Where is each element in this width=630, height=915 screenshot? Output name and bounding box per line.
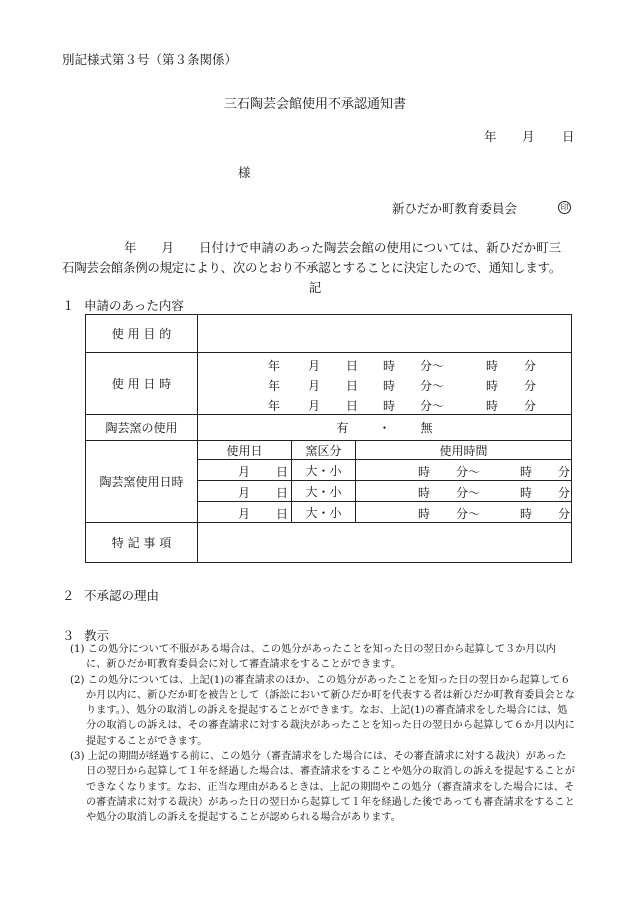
note-item: (3) 上記の期間が経過する前に、この処分（審査請求をした場合には、その審査請求に対する裁決）があった日の翌日から起算して１年を経過した場合は、審査請求をすることや処分の取消しの訴えを提起することができなくなります。なお、正当な理由があるときは、上記の期間やこの処分（審査請求をした場合には、その審査請求に対する裁決）があった日の翌日から起算して１年を経過した後であっても審査請求をすることや処分の取消しの訴えを提起することが認められる場合があります。 [70, 751, 575, 824]
section-1-heading [62, 296, 184, 314]
date-year-label: 年 [484, 129, 497, 144]
kiln-row: 月 日 大・小 時 分～ 時 分 [86, 460, 572, 481]
section-2-label: 不承認の理由 [84, 588, 160, 603]
section-2-heading [62, 586, 159, 604]
kiln-use-label: 陶芸窯の使用 [86, 415, 198, 441]
special-notes-label: 特 記 事 項 [86, 523, 198, 563]
datetime-label: 使 用 日 時 [86, 353, 198, 415]
datetime-row: 年 月 日 時 分～ 時 分 [268, 378, 537, 393]
instruction-notes [70, 642, 575, 826]
special-notes-value [198, 523, 572, 563]
body-line-1: 年 月 日付けで申請のあった陶芸会館の使用については、新ひだか町三 [124, 240, 562, 255]
note-item: (2) この処分については、上記(1)の審査請求のほか、この処分があったことを知った日の翌日から起算して６か月以内に、新ひだか町を被告として（訴訟において新ひだか町を代表する者は新ひだか町教育委員会となります。）、処分の取消しの訴えを提起することができます。なお、上記(1)の審査請求をした場合には、処分の取消しの訴えは、その審査請求に対する裁決があったことを知った日の翌日から起算して６か月以内に提起することができます。 [70, 674, 575, 747]
kiln-header-time: 使用時間 [356, 441, 572, 460]
document-title: 三石陶芸会館使用不承認通知書 [223, 97, 406, 112]
seal-mark: 印 [558, 201, 571, 214]
kiln-row: 月 日 大・小 時 分～ 時 分 [86, 481, 572, 502]
kiln-header-size: 窯区分 [292, 441, 356, 460]
section-2-number: ２ [62, 588, 75, 603]
section-1-label: 申請のあった内容 [84, 298, 184, 313]
note-item: (1) この処分について不服がある場合は、この処分があったことを知った日の翌日から起算して３か月以内に、新ひだか町教育委員会に対して審査請求をすることができます。 [70, 644, 556, 671]
notice-body [62, 238, 574, 278]
form-number: 別記様式第３号（第３条関係） [62, 52, 238, 67]
purpose-label: 使 用 目 的 [86, 315, 198, 353]
section-3-label: 教示 [84, 628, 110, 643]
body-line-2: 石陶芸会館条例の規定により、次のとおり不承認とすることに決定したので、通知します。 [62, 260, 561, 275]
section-1-number: １ [62, 298, 75, 313]
kiln-header-date: 使用日 [198, 441, 292, 460]
datetime-row: 年 月 日 時 分～ 時 分 [268, 358, 537, 373]
kiln-use-options: 有 ・ 無 [198, 415, 572, 441]
section-3-number: ３ [62, 628, 75, 643]
ki-heading: 記 [308, 280, 322, 295]
datetime-row: 年 月 日 時 分～ 時 分 [268, 398, 537, 413]
kiln-row: 月 日 大・小 時 分～ 時 分 [86, 502, 572, 523]
addressee-suffix: 様 [238, 165, 251, 180]
issuer-name: 新ひだか町教育委員会 [392, 201, 518, 216]
date-month-label: 月 [522, 129, 535, 144]
application-table [85, 314, 572, 563]
date-day-label: 日 [562, 129, 575, 144]
purpose-value [198, 315, 572, 353]
kiln-datetime-label: 陶芸窯使用日時 [86, 441, 198, 523]
datetime-value [198, 353, 572, 415]
